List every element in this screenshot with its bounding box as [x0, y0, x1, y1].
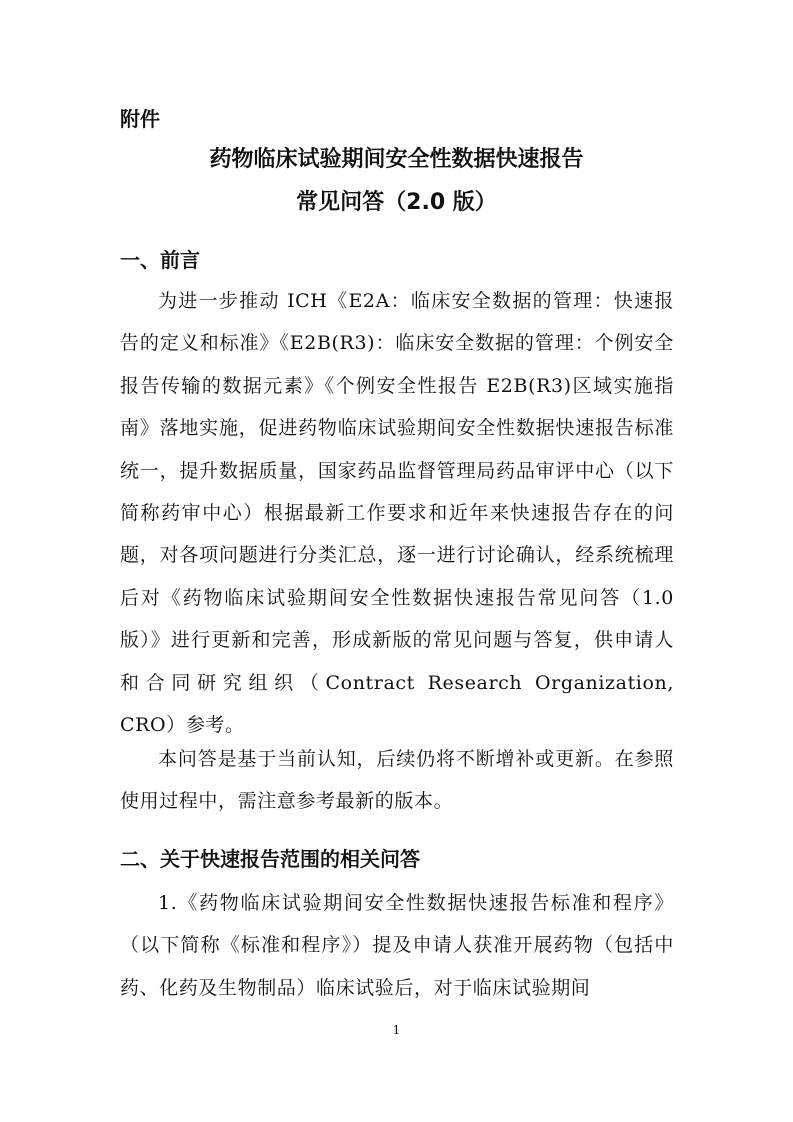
scope-question-paragraph: 1.《药物临床试验期间安全性数据快速报告标准和程序》（以下简称《标准和程序》）提及申请人获准开展药物（包括中药、化药及生物制品）临床试验后，对于临床试验期间 [120, 892, 674, 999]
attachment-label: 附件 [120, 107, 160, 131]
section-heading-preface: 一、前言 [120, 248, 200, 272]
preface-paragraph-note: 本问答是基于当前认知，后续仍将不断增补或更新。在参照使用过程中，需注意参考最新的版本。 [120, 748, 674, 813]
page-number: 1 [392, 1023, 401, 1037]
preface-paragraph: 为进一步推动 ICH《E2A：临床安全数据的管理：快速报告的定义和标准》《E2B(R3)：临床安全数据的管理：个例安全报告传输的数据元素》《个例安全性报告 E2B(R3)区域实施指南》落地实施，促进药物临床试验期间安全性数据快速报告标准统一，提升数据质量，国家药品监督管理局药品审评中心（以下简称药审中心）根据最新工作要求和近年来快速报告存在的问题，对各项问题进行分类汇总，逐一进行讨论确认，经系统梳理后对《药物临床试验期间安全性数据快速报告常见问答（1.0 版）》进行更新和完善，形成新版的常见问题与答复，供申请人和合同研究组织（Contract Research Organization, CRO）参考。 [120, 290, 674, 737]
document-title: 药物临床试验期间安全性数据快速报告 [209, 147, 584, 172]
section-heading-scope-qa: 二、关于快速报告范围的相关问答 [120, 847, 420, 871]
document-subtitle: 常见问答（2.0 版） [296, 190, 497, 215]
